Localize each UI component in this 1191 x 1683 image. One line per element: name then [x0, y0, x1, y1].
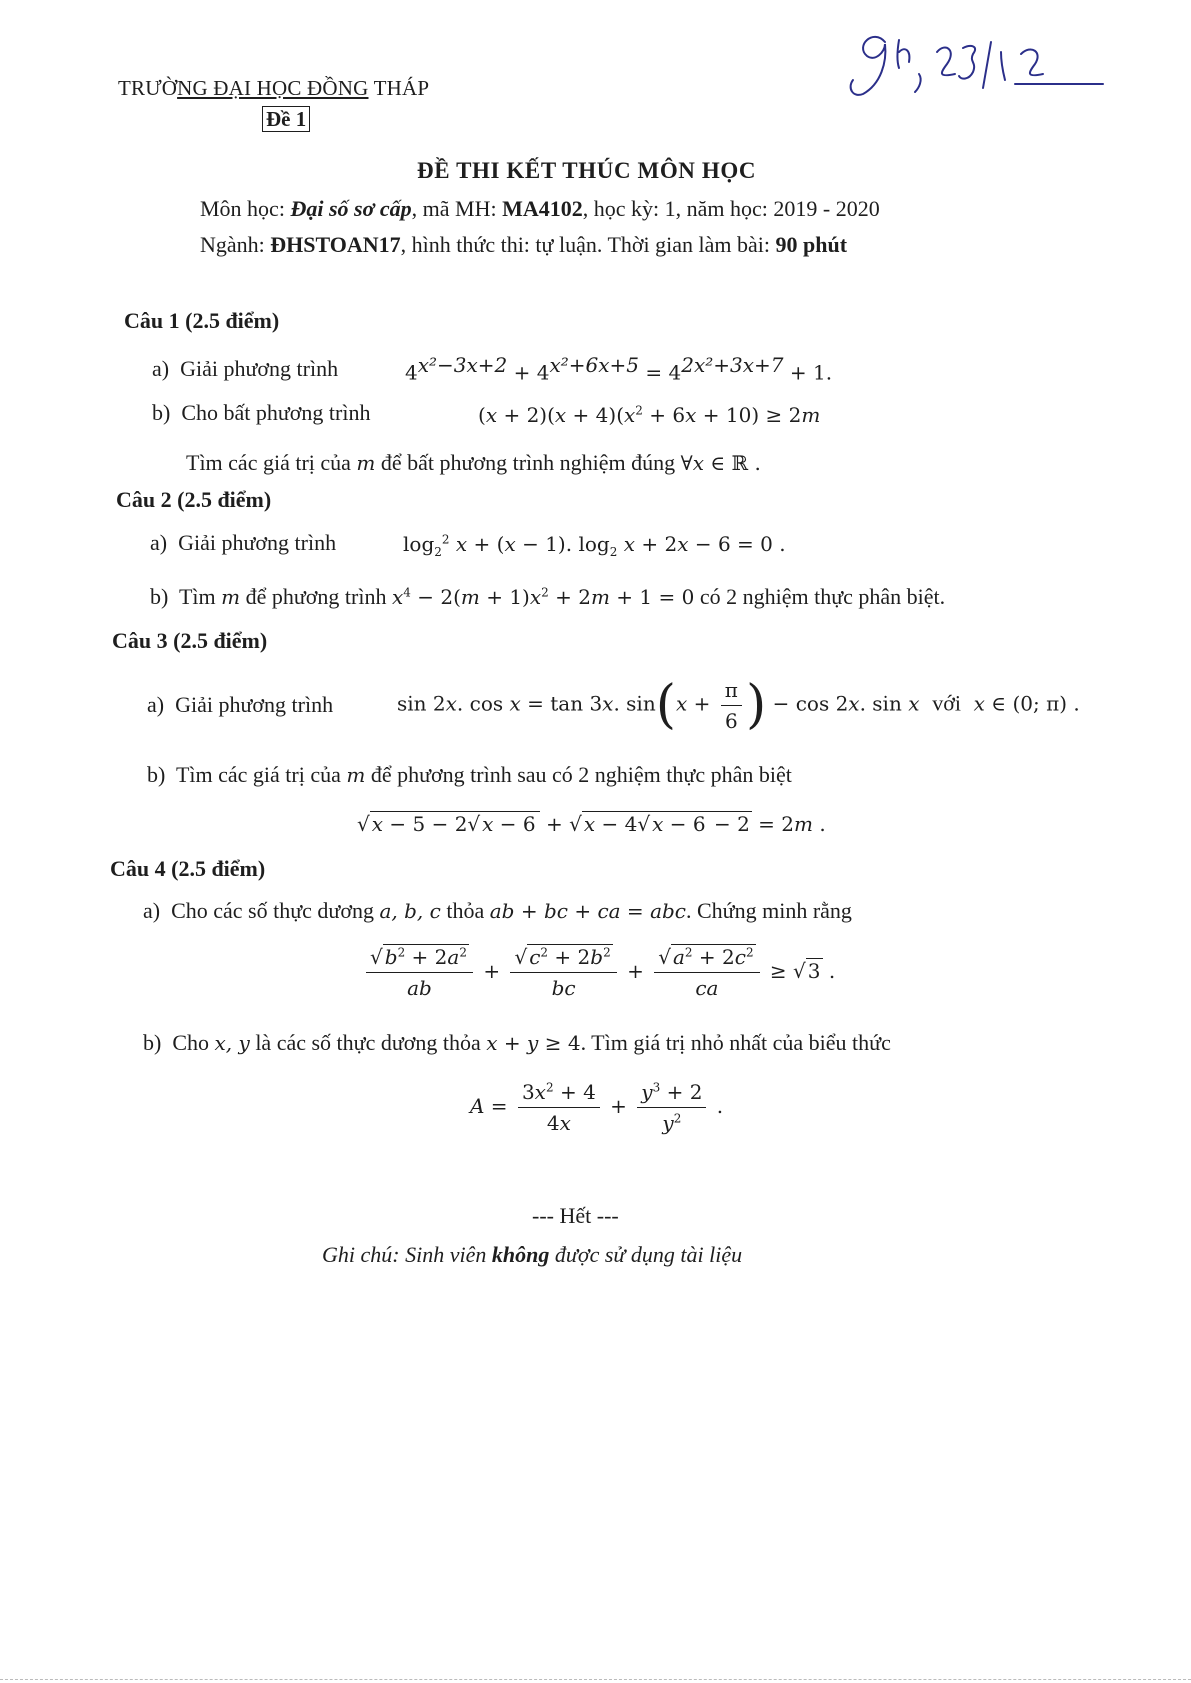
- question-2-heading: Câu 2 (2.5 điểm): [116, 487, 272, 512]
- question-1b-label: b): [152, 400, 171, 425]
- question-3a-with: với: [932, 690, 961, 716]
- question-1b-follow-text-1: Tìm các giá trị của: [186, 450, 357, 475]
- question-4a-inequality: $\frac{√ b^2 + 2a^2}{ab}$ + $\frac{√ c^2 + 2b^2}{bc}$ + $\frac{√ a^2 + 2c^2}{ca}$ ≥ √ 3 .: [362, 945, 835, 1000]
- question-2a-equation: $\log_2^2 x + (x - 1)$. $\log_2 x + 2x - 6 = 0$ .: [403, 532, 786, 559]
- exam-title: ĐỀ THI KẾT THÚC MÔN HỌC: [417, 158, 757, 183]
- question-2b-label: b): [150, 584, 169, 609]
- question-3b-label: b): [147, 762, 166, 787]
- question-3a: [147, 692, 333, 718]
- end-mark: --- Hết ---: [532, 1203, 619, 1228]
- question-4b-text-3: . Tìm giá trị nhỏ nhất của biểu thức: [580, 1030, 891, 1055]
- course-code-label: , mã MH:: [411, 196, 503, 221]
- scan-edge-line: [0, 1679, 1191, 1682]
- exam-info-line-2: [200, 232, 847, 258]
- school-name-prefix: TRƯỜ: [118, 76, 178, 100]
- question-3a-text: Giải phương trình: [175, 692, 334, 717]
- question-1b: [152, 400, 371, 426]
- note-bold: không: [491, 1242, 550, 1267]
- note-text-1: Ghi chú: Sinh viên: [322, 1242, 492, 1267]
- question-3b: b) Tìm các giá trị của m để phương trình sau có 2 nghiệm thực phân biệt: [147, 762, 792, 787]
- course-code: MA4102: [502, 196, 583, 221]
- question-1b-follow: Tìm các giá trị của m để bất phương trình nghiệm đúng ∀x ∈ ℝ .: [186, 450, 761, 475]
- question-2b-text-1: Tìm: [178, 584, 222, 609]
- question-2a: [150, 530, 336, 556]
- question-3-heading: Câu 3 (2.5 điểm): [112, 628, 268, 653]
- handwritten-note: [845, 22, 1105, 107]
- question-3a-label: a): [147, 692, 165, 717]
- question-3b-text-1: Tìm các giá trị của: [175, 762, 347, 787]
- question-1a-label: a): [152, 356, 170, 381]
- school-name: [118, 76, 429, 101]
- question-2a-text: Giải phương trình: [178, 530, 337, 555]
- school-name-suffix: THÁP: [368, 76, 430, 100]
- exam-duration: 90 phút: [775, 232, 848, 257]
- question-4-heading: Câu 4 (2.5 điểm): [110, 856, 266, 881]
- question-1a: [152, 356, 338, 382]
- question-2a-label: a): [150, 530, 168, 555]
- note-text-2: được sử dụng tài liệu: [549, 1242, 743, 1267]
- question-4a-text-3: . Chứng minh rằng: [686, 898, 852, 923]
- question-3a-equation: sin 2x. cos x = tan 3x. sin(x + $\frac{\pi}{6}$ ) − cos 2x. sin x với x ∈ (0; π) .: [397, 675, 1080, 735]
- question-2b-text-2: để phương trình: [240, 584, 392, 609]
- handwritten-note-drawing: [845, 22, 1105, 102]
- question-1b-text: Cho bất phương trình: [181, 400, 371, 425]
- note: [322, 1242, 742, 1268]
- subject-label: Môn học:: [200, 196, 291, 221]
- question-4a-text-1: Cho các số thực dương: [171, 898, 380, 923]
- question-4a-text-2: thỏa: [440, 898, 490, 923]
- exam-format: , hình thức thi: tự luận. Thời gian làm bài:: [400, 232, 776, 257]
- question-3b-text-2: để phương trình sau có 2 nghiệm thực phân biệt: [365, 762, 792, 787]
- subject-name: Đại số sơ cấp: [290, 196, 412, 221]
- school-name-underlined: NG ĐẠI HỌC ĐỒNG: [177, 76, 369, 100]
- question-4b-expression: A = $\frac{3x^2 + 4}{4x}$ + $\frac{y^3 + 2}{y^2}$ .: [470, 1080, 724, 1135]
- question-4b: b) Cho x, y là các số thực dương thỏa x + y ≥ 4. Tìm giá trị nhỏ nhất của biểu thức: [143, 1030, 891, 1055]
- question-2b-text-3: có 2 nghiệm thực phân biệt.: [694, 584, 946, 609]
- question-4a-label: a): [143, 898, 161, 923]
- question-1-heading: Câu 1 (2.5 điểm): [124, 308, 280, 333]
- question-4b-text-2: là các số thực dương thỏa: [249, 1030, 487, 1055]
- question-1a-equation: $4^{x^2-3x+2} + 4^{x^2+6x+5} = 4^{2x^2+3x+7} + 1$.: [405, 353, 833, 385]
- question-1b-inequality: $(x + 2)(x + 4)(x^2 + 6x + 10) \ge 2m$: [478, 403, 821, 427]
- question-3b-equation: √ x − 5 − 2√ x − 6 + √ x − 4√ x − 6 − 2 = 2m .: [357, 812, 826, 836]
- question-4b-label: b): [143, 1030, 162, 1055]
- semester-year: , học kỳ: 1, năm học: 2019 - 2020: [582, 196, 880, 221]
- question-1a-text: Giải phương trình: [180, 356, 339, 381]
- exam-code-box: Đề 1: [262, 106, 310, 132]
- question-4a: a) Cho các số thực dương a, b, c thỏa ab + bc + ca = abc. Chứng minh rằng: [143, 898, 852, 923]
- exam-info-line-1: [200, 196, 880, 222]
- major-label: Ngành:: [200, 232, 271, 257]
- question-4b-text-1: Cho: [172, 1030, 215, 1055]
- major-code: ĐHSTOAN17: [270, 232, 401, 257]
- question-2b: b) Tìm m để phương trình $x^4 - 2(m + 1)x^2 + 2m + 1 = 0$ có 2 nghiệm thực phân biệt.: [150, 584, 946, 609]
- question-1b-follow-text-2: để bất phương trình nghiệm đúng: [375, 450, 681, 475]
